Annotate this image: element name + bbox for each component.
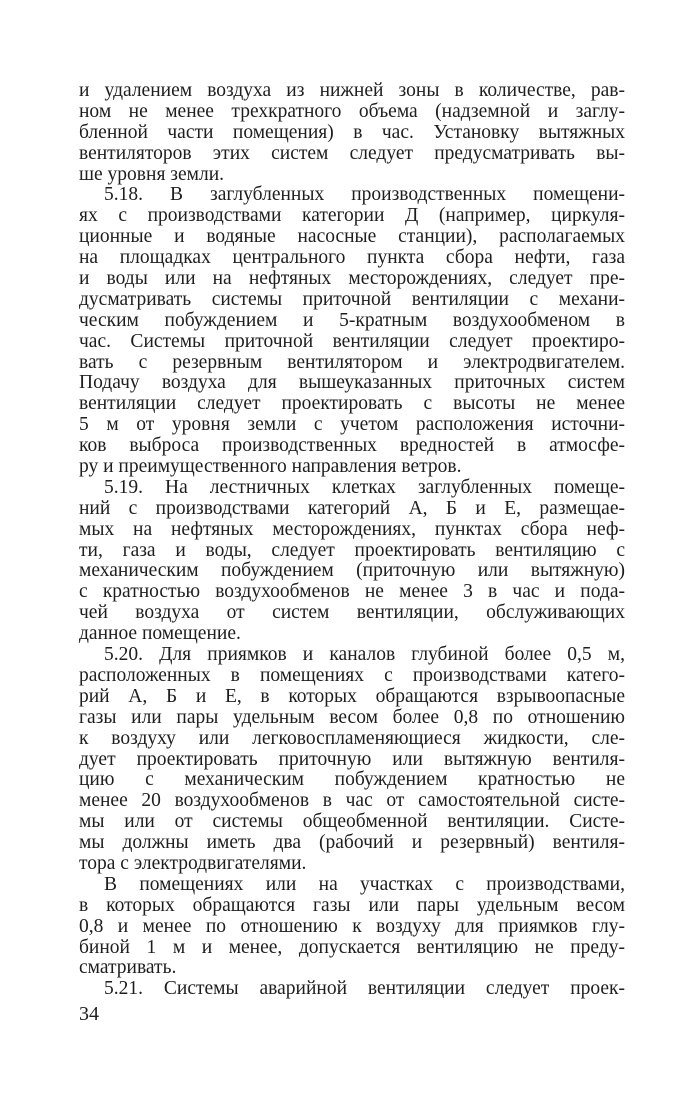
text-line: ционные и водяные насосные станции), располагаемых	[79, 227, 625, 248]
text-line: вентиляции следует проектировать с высоты не менее	[79, 394, 625, 415]
text-line: менее 20 воздухообменов в час от самостоятельной систе-	[79, 791, 625, 812]
text-line: данное помещение.	[79, 624, 241, 645]
text-line: чей воздуха от систем вентиляции, обслуживающих	[79, 603, 625, 624]
text-line: в которых обращаются газы или пары удельным весом	[79, 895, 625, 916]
text-line: сматривать.	[79, 958, 177, 979]
text-line: 0,8 и менее по отношению к воздуху для приямков глу-	[79, 916, 625, 937]
text-line: ческим побуждением и 5-кратным воздухообменом в	[79, 310, 625, 331]
text-line: механическим побуждением (приточную или вытяжную)	[79, 561, 625, 582]
text-line: вентиляторов этих систем следует предусматривать вы-	[79, 143, 625, 164]
text-line: вать с резервным вентилятором и электродвигателем.	[79, 352, 625, 373]
document-page	[79, 0, 625, 1103]
text-line: ков выброса производственных вредностей в атмосфе-	[79, 436, 625, 457]
text-line: с кратностью воздухообменов не менее 3 в час и пода-	[79, 582, 625, 603]
section-5-20-heading-line: 5.20. Для приямков и каналов глубиной более 0,5 м,	[104, 645, 625, 666]
section-5-19-heading-line: 5.19. На лестничных клетках заглубленных помеще-	[104, 477, 625, 498]
text-line: мы должны иметь два (рабочий и резервный) вентиля-	[79, 833, 625, 854]
page-number: 34	[79, 1003, 99, 1025]
text-line: и удалением воздуха из нижней зоны в количестве, рав-	[79, 81, 625, 101]
text-line: ний с производствами категорий А, Б и Е, размещае-	[79, 498, 625, 519]
text-line: рий А, Б и Е, в которых обращаются взрывоопасные	[79, 686, 625, 707]
text-line: ном не менее трехкратного объема (надземной и заглу-	[79, 101, 625, 122]
text-line: к воздуху или легковоспламеняющиеся жидкости, сле-	[79, 728, 625, 749]
text-line: Подачу воздуха для вышеуказанных приточных систем	[79, 373, 625, 394]
section-5-21-heading-line: 5.21. Системы аварийной вентиляции следует проек-	[104, 979, 625, 1000]
paragraph-start-line: В помещениях или на участках с производствами,	[104, 874, 625, 895]
text-line: дусматривать системы приточной вентиляции с механи-	[79, 289, 625, 310]
text-line: дует проектировать приточную или вытяжную вентиля-	[79, 749, 625, 770]
text-line: мых на нефтяных месторождениях, пунктах сбора неф-	[79, 519, 625, 540]
text-line: бленной части помещения) в час. Установку вытяжных	[79, 122, 625, 143]
text-line: расположенных в помещениях с производствами катего-	[79, 665, 625, 686]
text-line: и воды или на нефтяных месторождениях, следует пре-	[79, 269, 625, 290]
text-line: мы или от системы общеобменной вентиляции. Систе-	[79, 812, 625, 833]
text-line: цию с механическим побуждением кратностью не	[79, 770, 625, 791]
section-5-18-heading-line: 5.18. В заглубленных производственных помещени-	[104, 185, 625, 206]
text-line: ру и преимущественного направления ветров.	[79, 457, 462, 478]
body-text	[79, 81, 625, 1000]
text-line: тора с электродвигателями.	[79, 853, 307, 874]
text-line: 5 м от уровня земли с учетом расположения источни-	[79, 415, 625, 436]
text-line: ти, газа и воды, следует проектировать вентиляцию с	[79, 540, 625, 561]
text-line: газы или пары удельным весом более 0,8 по отношению	[79, 707, 625, 728]
text-line: ше уровня земли.	[79, 164, 225, 185]
text-line: на площадках центрального пункта сбора нефти, газа	[79, 248, 625, 269]
text-line: час. Системы приточной вентиляции следует проектиро-	[79, 331, 625, 352]
text-line: ях с производствами категории Д (например, циркуля-	[79, 206, 625, 227]
text-line: биной 1 м и менее, допускается вентиляцию не преду-	[79, 937, 625, 958]
